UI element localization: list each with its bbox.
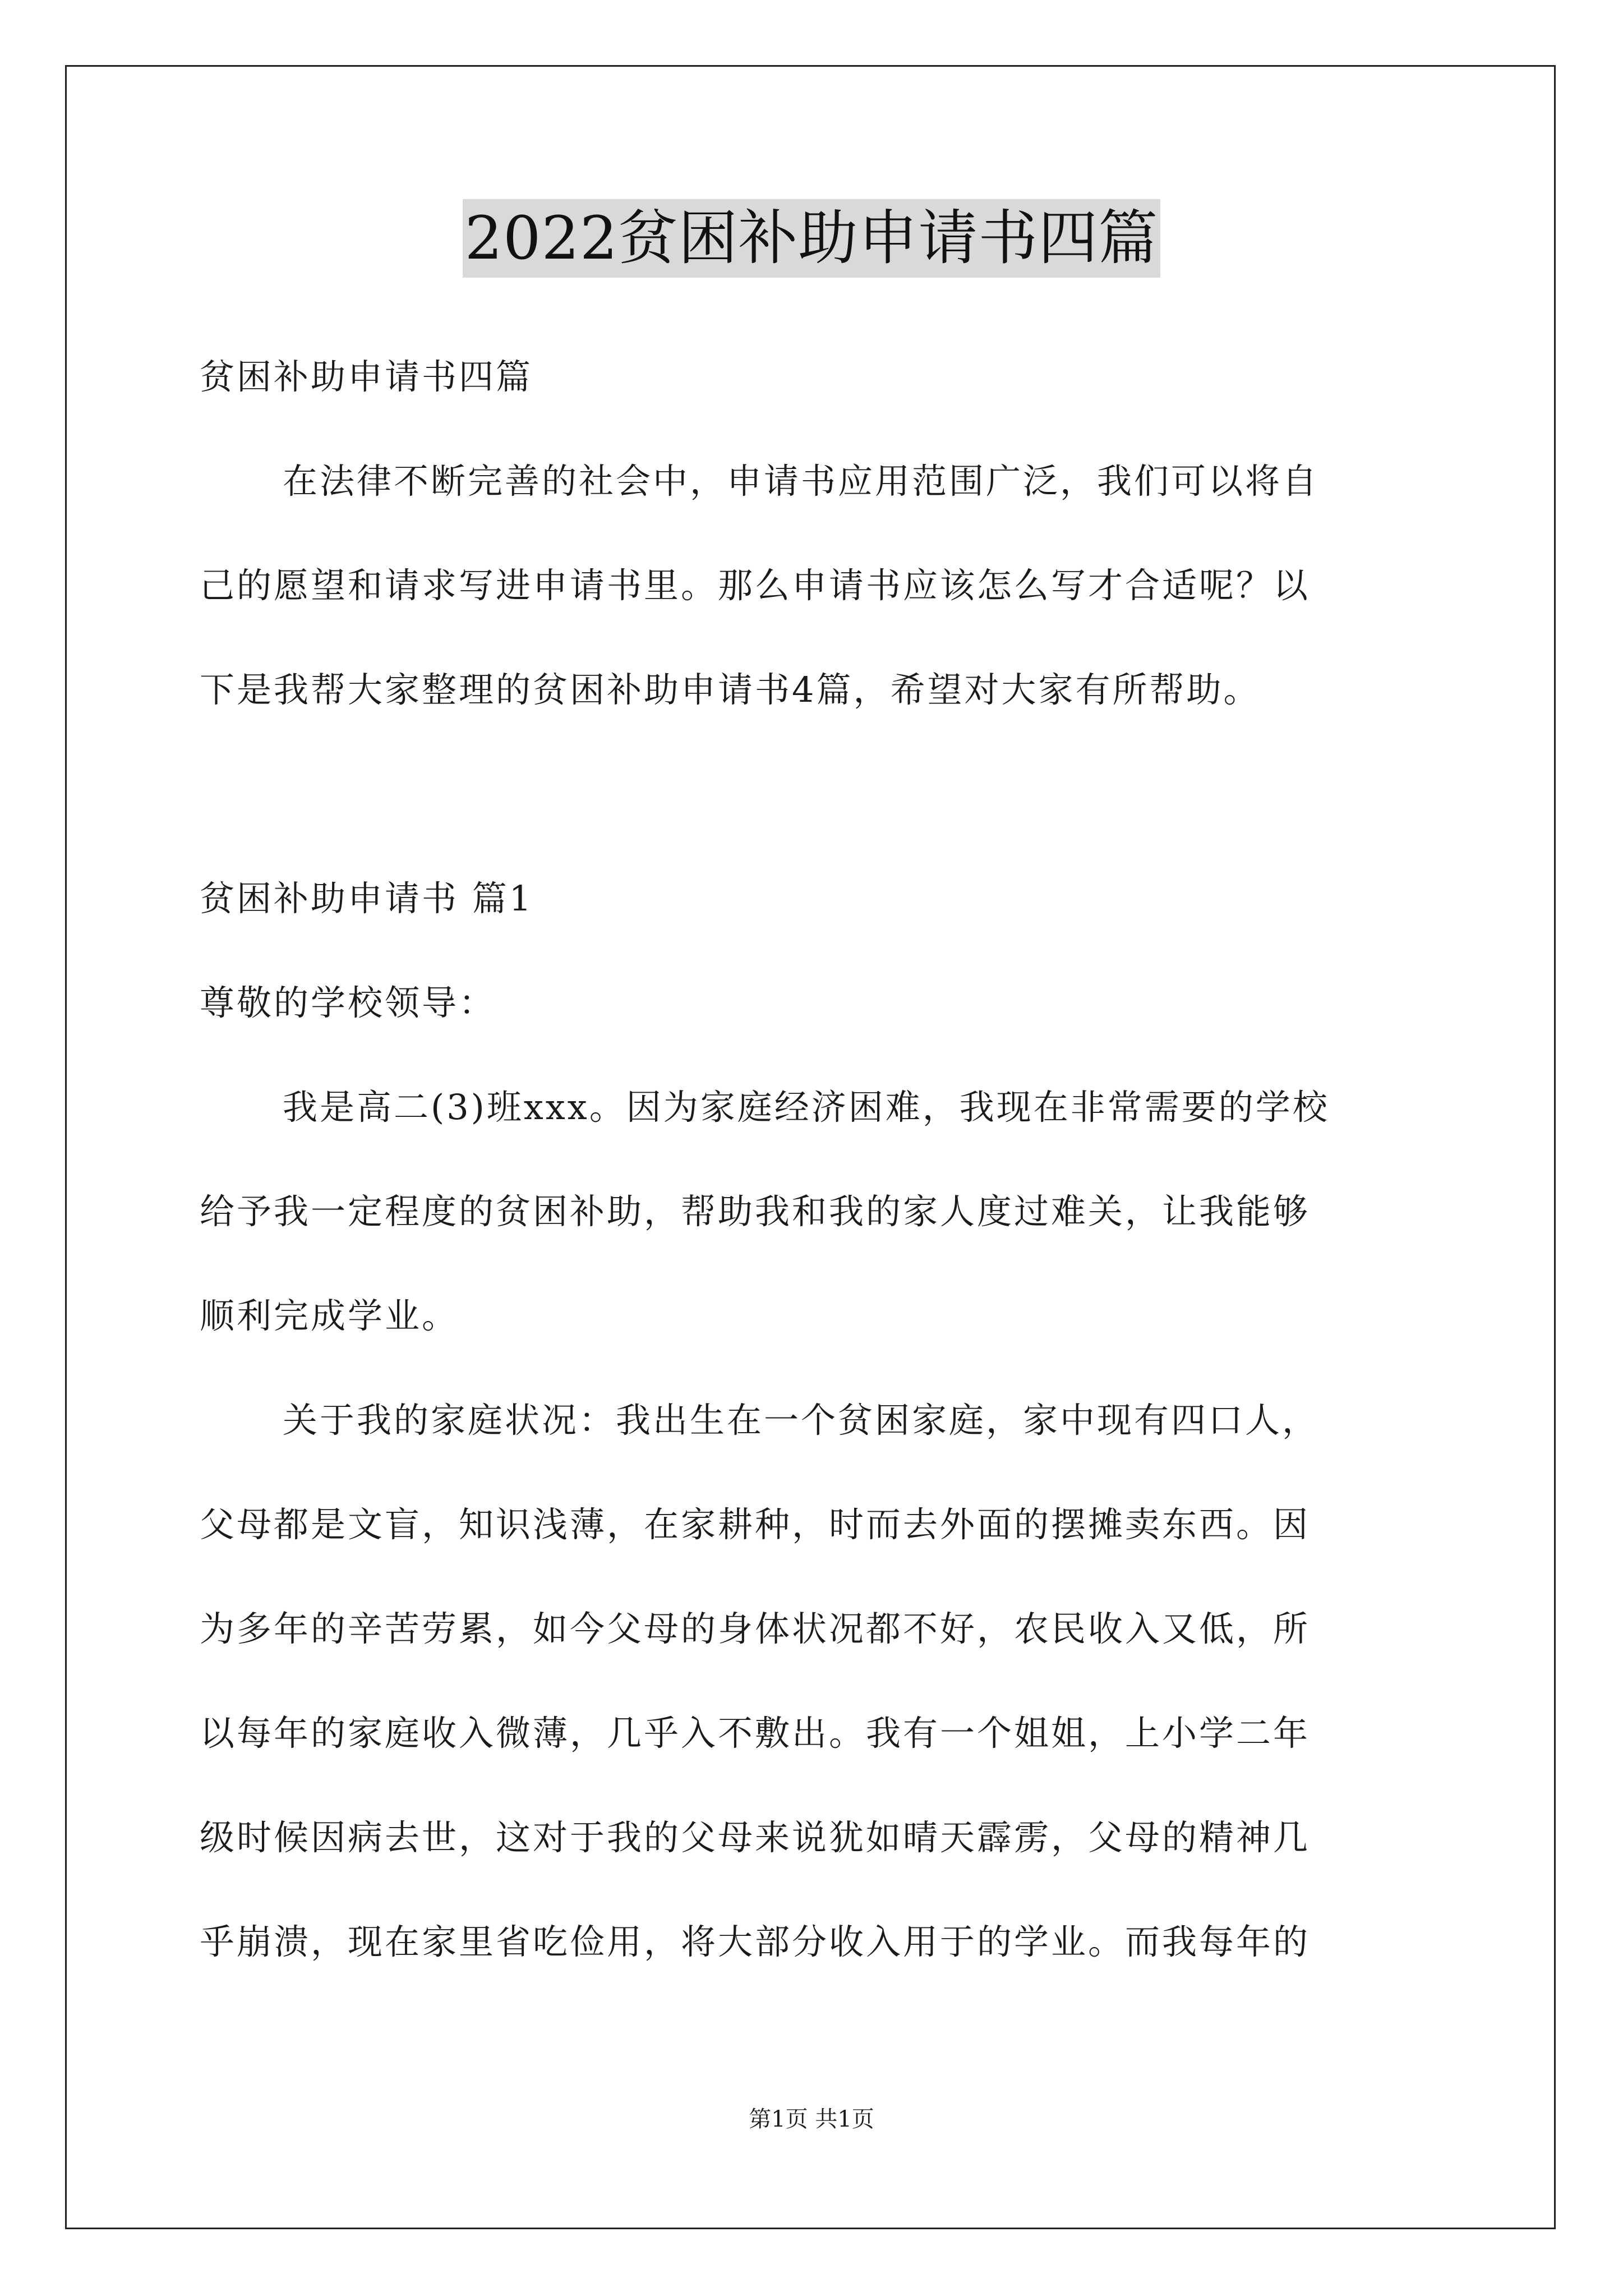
document-title: 2022贫困补助申请书四篇 [463,199,1161,278]
document-subtitle: 贫困补助申请书四篇 [200,356,533,397]
intro-line-2: 己的愿望和请求写进申请书里。那么申请书应该怎么写才合适呢？以 [200,565,1311,606]
intro-line-1: 在法律不断完善的社会中，申请书应用范围广泛，我们可以将自 [283,461,1320,501]
para2-line-5: 级时候因病去世，这对于我的父母来说犹如晴天霹雳，父母的精神几 [200,1817,1311,1858]
para1-line-3: 顺利完成学业。 [200,1295,459,1336]
section-heading: 贫困补助申请书 篇1 [200,878,534,919]
para2-line-1: 关于我的家庭状况：我出生在一个贫困家庭，家中现有四口人， [283,1400,1320,1441]
salutation: 尊敬的学校领导： [200,982,496,1023]
para2-line-4: 以每年的家庭收入微薄，几乎入不敷出。我有一个姐姐，上小学二年 [200,1713,1311,1754]
para2-line-6: 乎崩溃，现在家里省吃俭用，将大部分收入用于的学业。而我每年的 [200,1921,1311,1962]
page-number-footer: 第1页 共1页 [749,2106,874,2132]
para2-line-3: 为多年的辛苦劳累，如今父母的身体状况都不好，农民收入又低，所 [200,1608,1311,1649]
para1-line-2: 给予我一定程度的贫困补助，帮助我和我的家人度过难关，让我能够 [200,1191,1311,1232]
title-container [0,199,1623,278]
para2-line-2: 父母都是文盲，知识浅薄，在家耕种，时而去外面的摆摊卖东西。因 [200,1504,1311,1545]
para1-line-1: 我是高二(3)班xxx。因为家庭经济困难，我现在非常需要的学校 [283,1087,1330,1128]
intro-line-3: 下是我帮大家整理的贫困补助申请书4篇，希望对大家有所帮助。 [200,669,1261,710]
